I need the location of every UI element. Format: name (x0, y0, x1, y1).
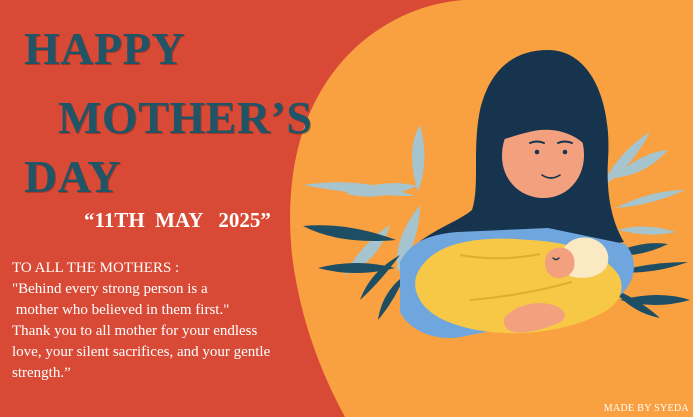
title-line-happy: HAPPY (24, 23, 185, 74)
message-line: strength.” (12, 365, 71, 381)
message-line: "Behind every strong person is a (12, 281, 208, 297)
eye (535, 150, 540, 155)
message-block (12, 258, 342, 384)
message-line: Thank you to all mother for your endless (12, 323, 258, 339)
message-line: TO ALL THE MOTHERS : (12, 260, 180, 276)
credit-text: MADE BY SYEDA (603, 403, 689, 414)
eye (563, 150, 568, 155)
event-date: “11TH MAY 2025” (84, 208, 271, 232)
message-line: mother who believed in them first." (12, 302, 230, 318)
title-line-mothers: MOTHER’S (58, 92, 313, 143)
title-line-day: DAY (24, 151, 121, 202)
baby-face (545, 248, 575, 278)
message-line: love, your silent sacrifices, and your gentle (12, 344, 271, 360)
